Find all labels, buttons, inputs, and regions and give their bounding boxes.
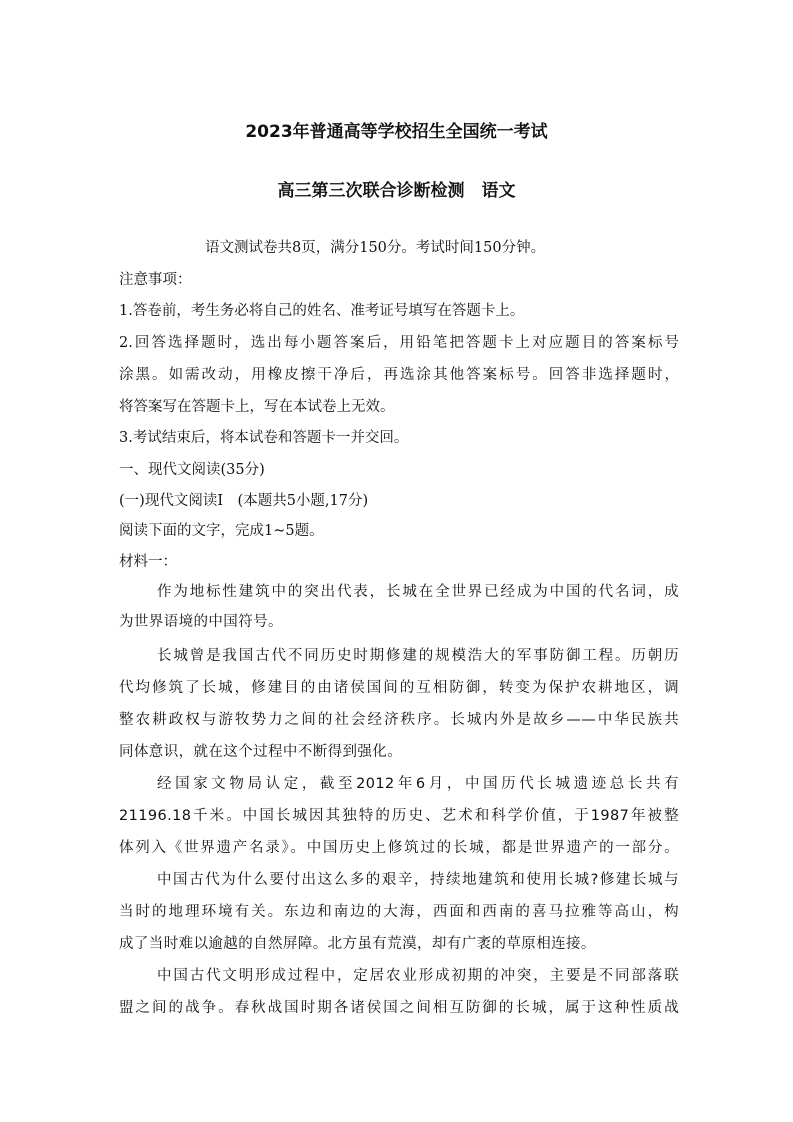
notice-item-3: 3.考试结束后，将本试卷和答题卡一并交回。 [119, 430, 409, 446]
passage-line: 盟之间的战争。春秋战国时期各诸侯国之间相互防御的长城，属于这种性质战 [119, 1000, 679, 1016]
passage-line: 作为地标性建筑中的突出代表，长城在全世界已经成为中国的代名词，成 [157, 584, 679, 600]
section-heading: 一、现代文阅读(35分) [119, 462, 265, 478]
passage-line: 经国家文物局认定，截至2012年6月，中国历代长城遗迹总长共有 [157, 776, 679, 792]
exam-title: 2023年普通高等学校招生全国统一考试 [245, 122, 548, 142]
passage-line: 成了当时难以逾越的自然屏障。北方虽有荒漠，却有广袤的草原相连接。 [119, 936, 596, 952]
passage-line: 整农耕政权与游牧势力之间的社会经济秩序。长城内外是故乡——中华民族共 [119, 712, 679, 728]
notice-heading: 注意事项： [119, 272, 192, 288]
notice-item-1: 1.答卷前，考生务必将自己的姓名、准考证号填写在答题卡上。 [119, 303, 525, 319]
passage-line: 当时的地理环境有关。东边和南边的大海，西面和西南的喜马拉雅等高山，构 [119, 904, 679, 920]
passage-line: 21196.18千米。中国长城因其独特的历史、艺术和科学价值，于1987年被整 [119, 808, 679, 824]
passage-line: 中国古代文明形成过程中，定居农业形成初期的冲突，主要是不同部落联 [157, 968, 679, 984]
passage-line: 为世界语境的中国符号。 [119, 614, 283, 630]
reading-instruction: 阅读下面的文字，完成1~5题。 [119, 523, 324, 539]
section-sub-heading: (一)现代文阅读Ⅰ (本题共5小题,17分) [119, 493, 369, 509]
passage-line: 中国古代为什么要付出这么多的艰辛，持续地建筑和使用长城?修建长城与 [157, 872, 679, 888]
material-label: 材料一： [119, 554, 177, 570]
passage-line: 体列入《世界遗产名录》。中国历史上修筑过的长城，都是世界遗产的一部分。 [119, 840, 679, 856]
exam-summary: 语文测试卷共8页，满分150分。考试时间150分钟。 [205, 240, 546, 256]
notice-item-2-line-1: 2.回答选择题时，选出每小题答案后，用铅笔把答题卡上对应题目的答案标号 [119, 335, 679, 351]
exam-subtitle: 高三第三次联合诊断检测 语文 [277, 181, 516, 201]
passage-line: 代均修筑了长城，修建目的由诸侯国间的互相防御，转变为保护农耕地区，调 [119, 680, 679, 696]
notice-item-2-line-3: 将答案写在答题卡上，写在本试卷上无效。 [119, 399, 395, 415]
passage-line: 长城曾是我国古代不同历史时期修建的规模浩大的军事防御工程。历朝历 [157, 648, 679, 664]
passage-line: 同体意识，就在这个过程中不断得到强化。 [119, 744, 403, 760]
notice-item-2-line-2: 涂黑。如需改动，用橡皮擦干净后，再选涂其他答案标号。回答非选择题时， [119, 367, 679, 383]
